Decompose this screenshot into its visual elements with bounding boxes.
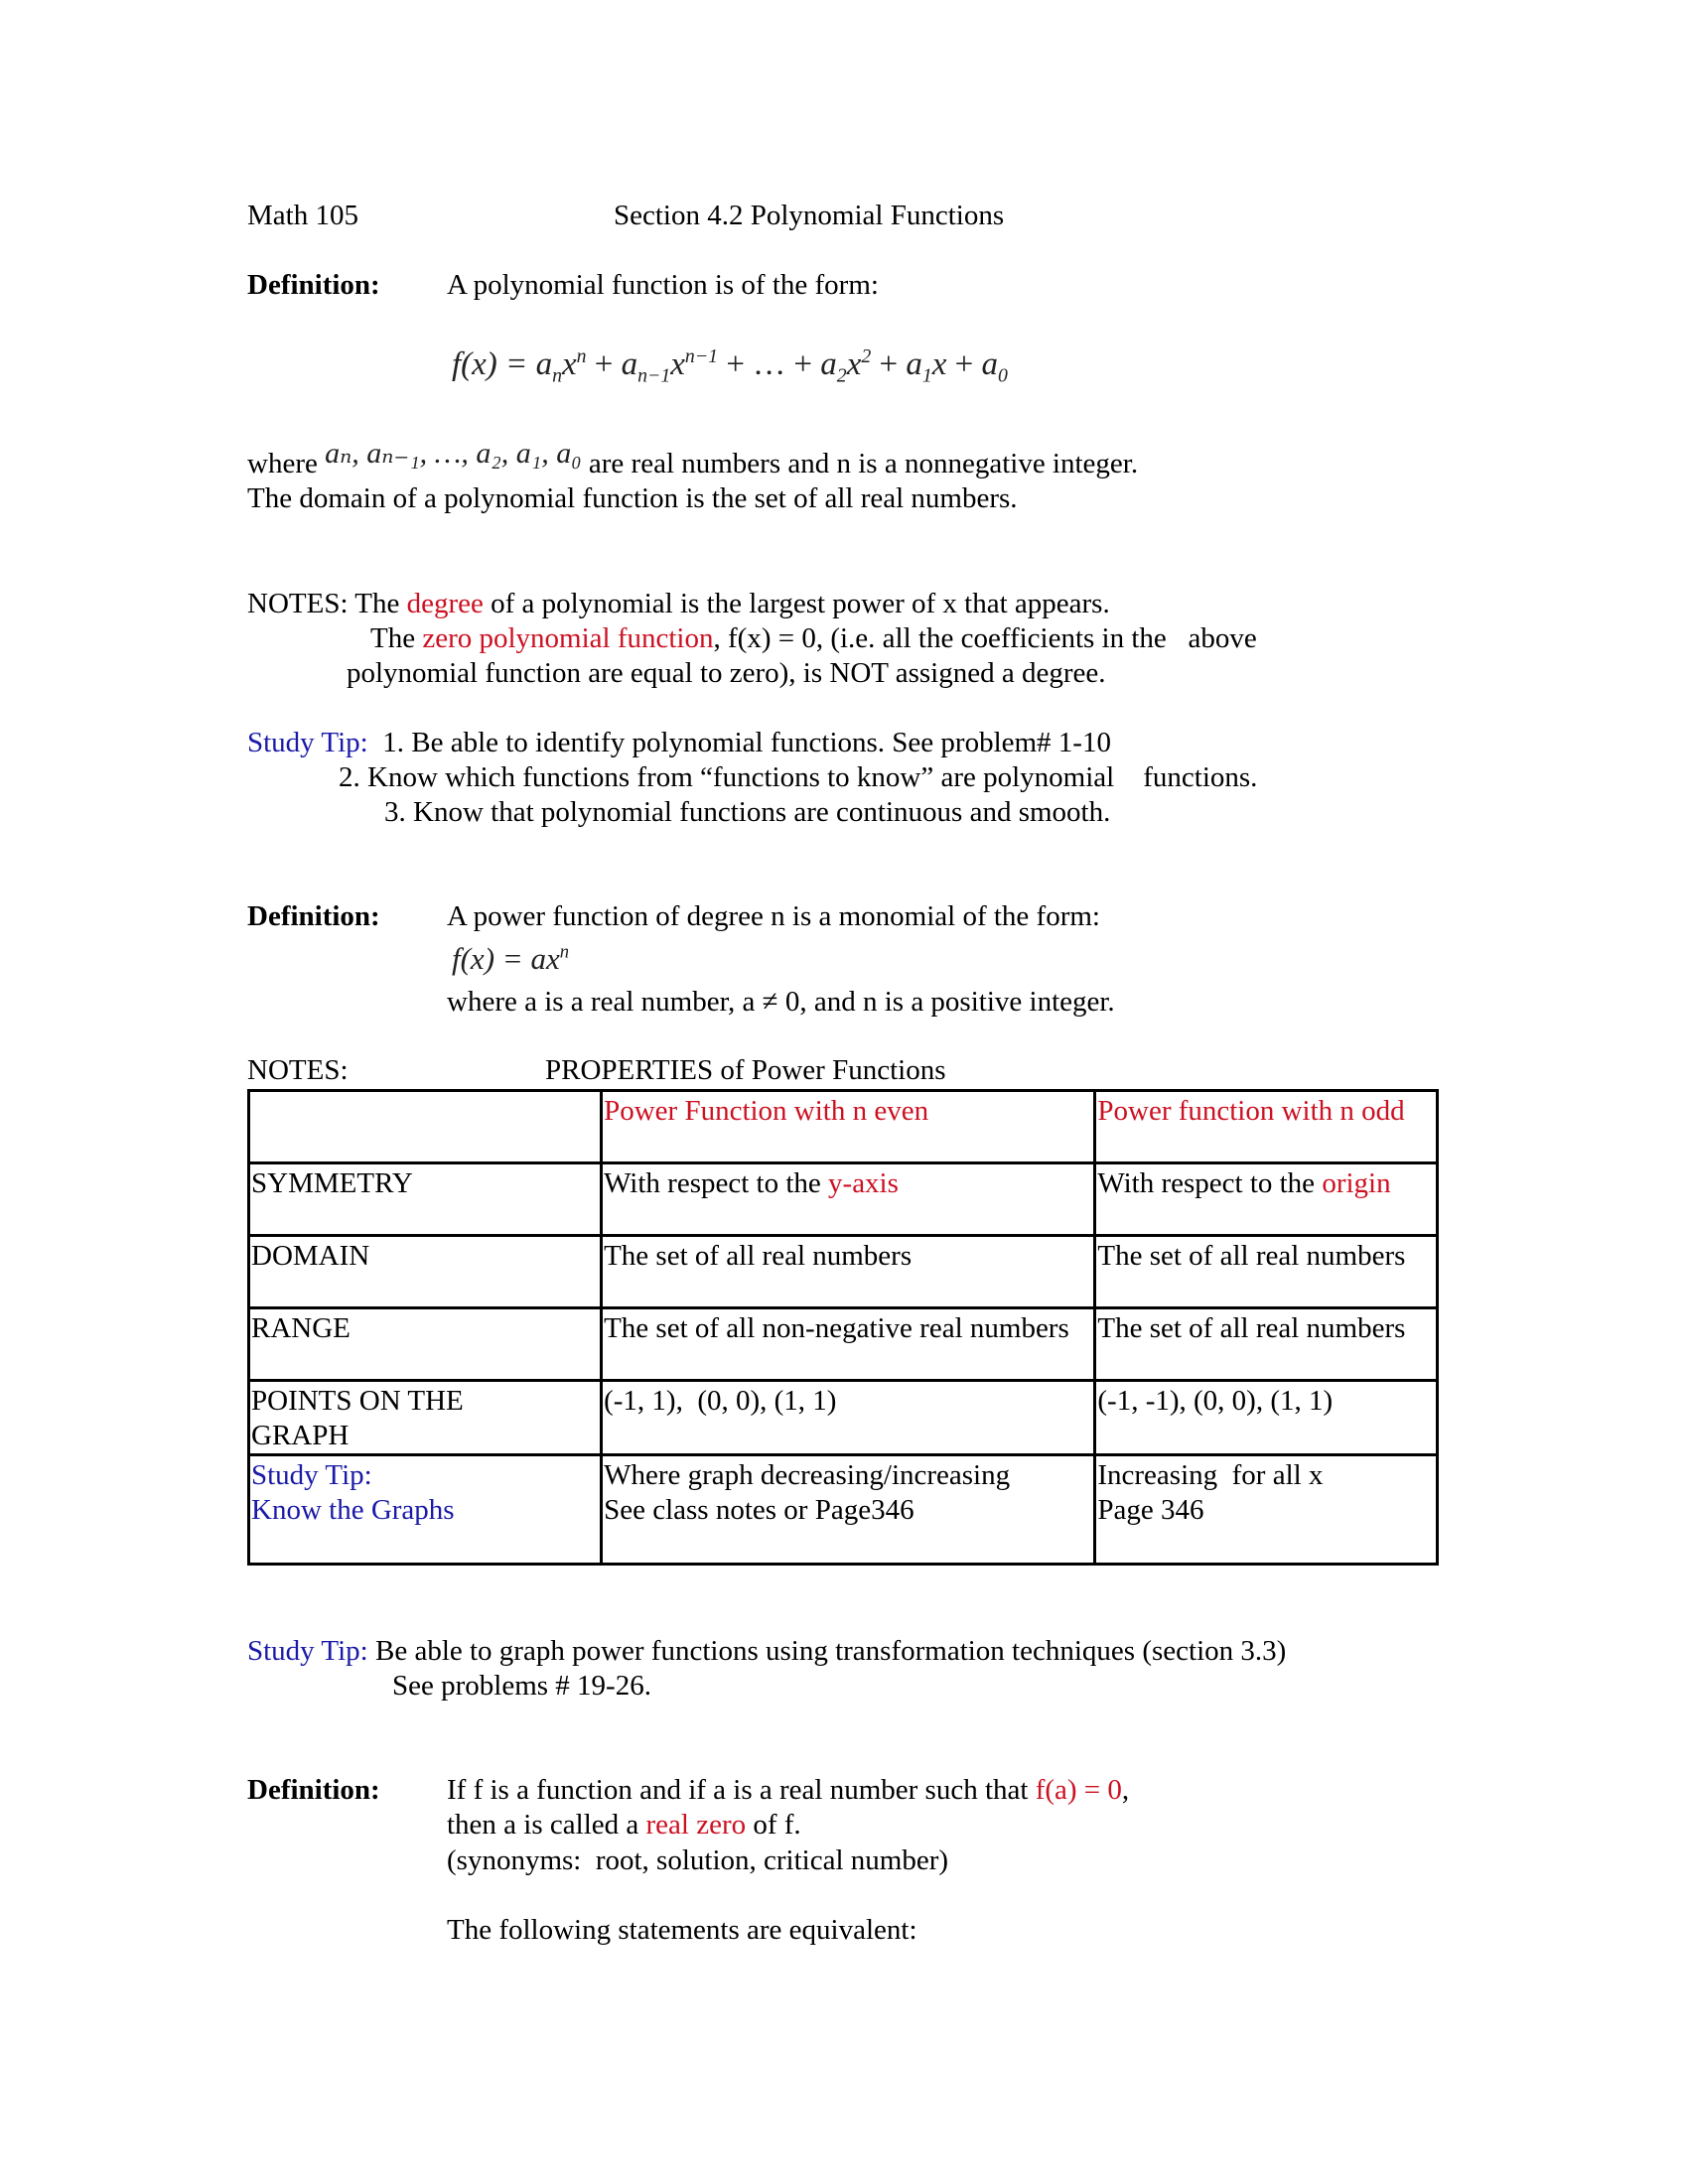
study-tip-2-line2: See problems # 19-26. <box>392 1670 651 1702</box>
polynomial-formula: $f(x) = a_nx^n + a_{n-1}x^{n-1}$ + … + $a_2x^2 + a_1x + a_0$ <box>452 345 1008 387</box>
real-zero-definition-line1: If f is a function and if a is a real number such that f(a) = 0, <box>447 1774 1130 1806</box>
term-zero-polynomial: zero polynomial function <box>422 622 714 654</box>
notes-zero-polynomial-line: The zero polynomial function, f(x) = 0, (i.e. all the coefficients in the above <box>370 622 1257 654</box>
table-cell: The set of all real numbers <box>602 1236 1095 1308</box>
table-header-cell: Power Function with n even <box>602 1091 1095 1163</box>
row-label: POINTS ON THE GRAPH <box>249 1381 602 1455</box>
formula-lhs: f(x) = <box>452 346 536 382</box>
row-label: RANGE <box>249 1308 602 1381</box>
table-title: PROPERTIES of Power Functions <box>545 1054 946 1086</box>
definition-text: A power function of degree n is a monomial of the form: <box>447 900 1100 932</box>
definition-label: Definition: <box>247 1774 380 1806</box>
notes-no-degree-line: polynomial function are equal to zero), is NOT assigned a degree. <box>347 657 1106 689</box>
study-tip-item: 2. Know which functions from “functions to know” are polynomial functions. <box>339 761 1258 793</box>
study-tip-1 <box>247 729 1111 757</box>
term-degree: degree <box>406 588 484 619</box>
table-cell: Where graph decreasing/increasing See class notes or Page346 <box>602 1455 1095 1565</box>
table-cell: With respect to the y-axis <box>602 1163 1095 1236</box>
table-row <box>249 1236 1438 1308</box>
power-function-formula: $f(x) = ax^n$ <box>452 941 569 976</box>
formula-term: $a_{n-1}x^{n-1}$ <box>621 345 719 387</box>
formula-term: $a_2x^2$ <box>820 345 872 387</box>
domain-statement: The domain of a polynomial function is the set of all real numbers. <box>247 482 1018 514</box>
synonyms-line: (synonyms: root, solution, critical number) <box>447 1844 949 1876</box>
table-cell: Increasing for all x Page 346 <box>1095 1455 1438 1565</box>
formula-term: $a_nx^n$ <box>535 345 587 387</box>
notes-label: NOTES: <box>247 588 349 619</box>
table-row <box>249 1163 1438 1236</box>
row-label: SYMMETRY <box>249 1163 602 1236</box>
coefficient-list: aₙ, aₙ₋₁, …, a₂, a₁, a₀ <box>325 437 582 470</box>
term-f-of-a-equals-zero: f(a) = 0 <box>1035 1774 1122 1806</box>
table-cell: (-1, -1), (0, 0), (1, 1) <box>1095 1381 1438 1455</box>
table-cell: With respect to the origin <box>1095 1163 1438 1236</box>
table-header-cell: Power function with n odd <box>1095 1091 1438 1163</box>
where-line: where aₙ, aₙ₋₁, …, a₂, a₁, a₀ are real numbers and n is a nonnegative integer. <box>247 437 1139 479</box>
table-row <box>249 1455 1438 1565</box>
table-cell: The set of all real numbers <box>1095 1308 1438 1381</box>
table-header-row <box>249 1091 1438 1163</box>
table-row <box>249 1308 1438 1381</box>
real-zero-definition-line2: then a is called a real zero of f. <box>447 1809 801 1841</box>
section-title: Section 4.2 Polynomial Functions <box>614 200 1005 231</box>
table-cell: The set of all non-negative real numbers <box>602 1308 1095 1381</box>
table-header-cell <box>249 1091 602 1163</box>
notes-degree-line: NOTES: The degree of a polynomial is the largest power of x that appears. <box>247 588 1110 619</box>
course-label: Math 105 <box>247 200 358 231</box>
term-real-zero: real zero <box>645 1809 747 1841</box>
power-function-conditions: where a is a real number, a ≠ 0, and n is a positive integer. <box>447 986 1115 1018</box>
table-cell: (-1, 1), (0, 0), (1, 1) <box>602 1381 1095 1455</box>
study-tip-label: Study Tip: <box>247 727 368 758</box>
definition-text: A polynomial function is of the form: <box>447 269 879 301</box>
table-cell: The set of all real numbers <box>1095 1236 1438 1308</box>
formula-term: $a_0$ <box>981 346 1008 387</box>
row-label-study-tip: Study Tip: Know the Graphs <box>249 1455 602 1565</box>
table-row <box>249 1381 1438 1455</box>
row-label: DOMAIN <box>249 1236 602 1308</box>
study-tip-item: 1. Be able to identify polynomial functions. See problem# 1-10 <box>382 727 1111 758</box>
notes-label: NOTES: <box>247 1054 349 1086</box>
definition-label: Definition: <box>247 269 380 301</box>
formula-term: $a_1x$ <box>906 346 947 387</box>
study-tip-label: Study Tip: <box>247 1635 368 1667</box>
study-tip-2: Study Tip: Be able to graph power functions using transformation techniques (section 3.3) <box>247 1635 1287 1667</box>
study-tip-item: 3. Know that polynomial functions are continuous and smooth. <box>384 796 1111 828</box>
definition-label: Definition: <box>247 900 380 932</box>
power-function-properties-table <box>247 1089 1439 1566</box>
equivalent-statements-intro: The following statements are equivalent: <box>447 1914 917 1946</box>
